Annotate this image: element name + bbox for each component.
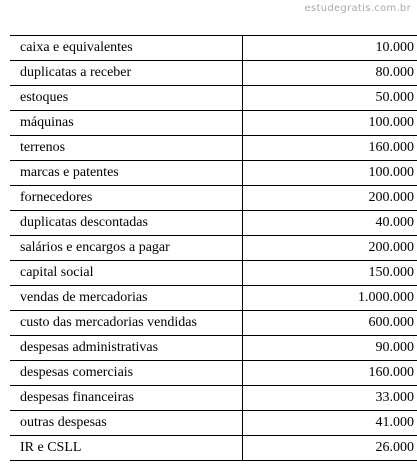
site-watermark: estudegratis.com.br — [304, 3, 411, 14]
account-name: caixa e equivalentes — [10, 36, 243, 61]
table-row — [10, 111, 417, 136]
account-name: marcas e patentes — [10, 161, 243, 186]
accounts-table-body — [10, 36, 417, 461]
account-value: 200.000 — [243, 236, 417, 261]
account-name: custo das mercadorias vendidas — [10, 311, 243, 336]
account-value: 90.000 — [243, 336, 417, 361]
account-name: duplicatas descontadas — [10, 211, 243, 236]
table-row — [10, 61, 417, 86]
table-row — [10, 261, 417, 286]
account-value: 40.000 — [243, 211, 417, 236]
table-row — [10, 286, 417, 311]
account-value: 80.000 — [243, 61, 417, 86]
table-row — [10, 311, 417, 336]
account-value: 50.000 — [243, 86, 417, 111]
account-value: 200.000 — [243, 186, 417, 211]
account-name: capital social — [10, 261, 243, 286]
account-name: máquinas — [10, 111, 243, 136]
table-row — [10, 86, 417, 111]
account-value: 100.000 — [243, 111, 417, 136]
account-name: fornecedores — [10, 186, 243, 211]
account-name: outras despesas — [10, 411, 243, 436]
account-value: 160.000 — [243, 136, 417, 161]
table-row — [10, 161, 417, 186]
account-value: 100.000 — [243, 161, 417, 186]
account-value: 26.000 — [243, 436, 417, 461]
account-value: 160.000 — [243, 361, 417, 386]
table-row — [10, 136, 417, 161]
account-value: 33.000 — [243, 386, 417, 411]
account-name: despesas financeiras — [10, 386, 243, 411]
account-name: despesas administrativas — [10, 336, 243, 361]
account-value: 10.000 — [243, 36, 417, 61]
table-row — [10, 411, 417, 436]
table-row — [10, 436, 417, 461]
table-row — [10, 211, 417, 236]
table-row — [10, 386, 417, 411]
account-name: despesas comerciais — [10, 361, 243, 386]
table-row — [10, 236, 417, 261]
account-name: estoques — [10, 86, 243, 111]
table-row — [10, 36, 417, 61]
account-value: 1.000.000 — [243, 286, 417, 311]
table-row — [10, 361, 417, 386]
table-row — [10, 336, 417, 361]
account-name: salários e encargos a pagar — [10, 236, 243, 261]
account-name: duplicatas a receber — [10, 61, 243, 86]
account-value: 600.000 — [243, 311, 417, 336]
table-row — [10, 186, 417, 211]
account-name: vendas de mercadorias — [10, 286, 243, 311]
account-value: 41.000 — [243, 411, 417, 436]
account-name: terrenos — [10, 136, 243, 161]
account-value: 150.000 — [243, 261, 417, 286]
accounts-table — [10, 35, 417, 461]
account-name: IR e CSLL — [10, 436, 243, 461]
